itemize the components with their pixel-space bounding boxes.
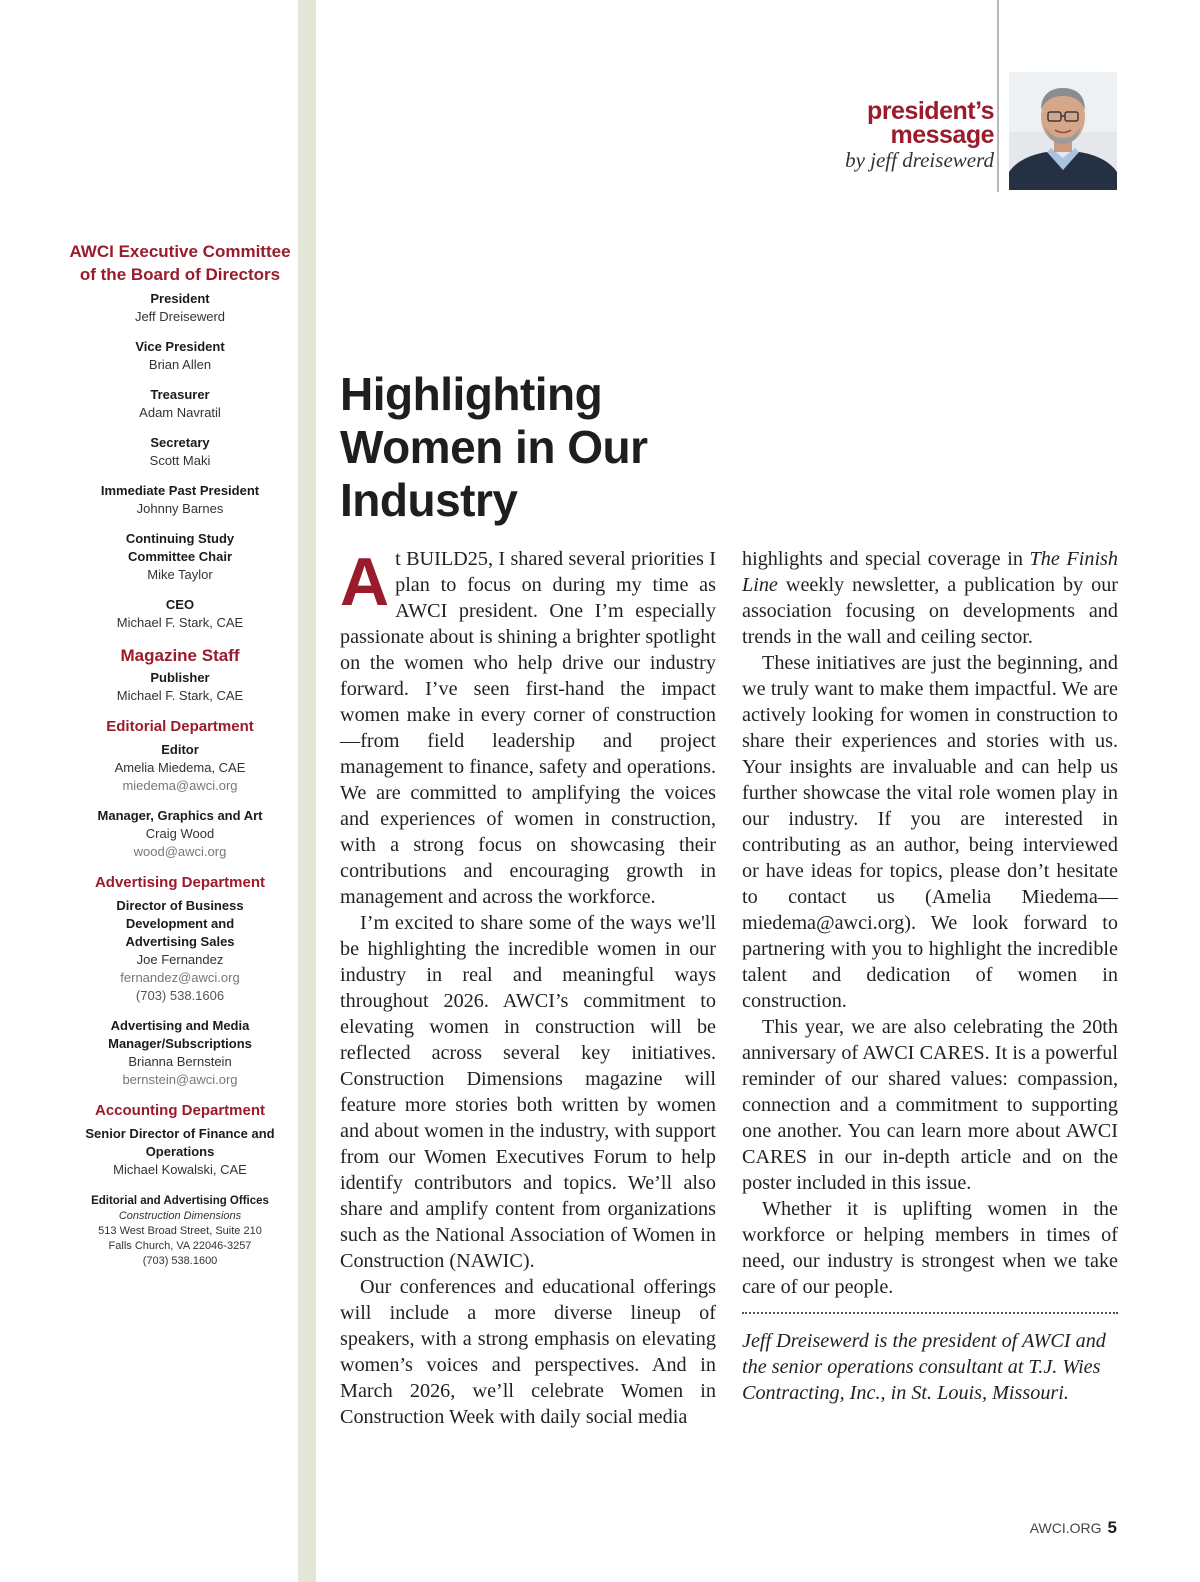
author-bio: Jeff Dreisewerd is the president of AWCI and the senior operations consultant at T.J. Wies Contracting, Inc., in St. Louis, Missouri. (742, 1330, 1106, 1404)
role-title: Secretary (150, 435, 210, 450)
email-address: fernandez@awci.org (120, 970, 240, 985)
office-phone: (703) 538.1600 (142, 1255, 218, 1267)
article-column-right (742, 546, 1118, 1406)
author-headshot (1009, 72, 1117, 190)
role-title: Vice President (135, 339, 225, 354)
headline-line: Women in Our (340, 421, 648, 473)
role-title: CEO (165, 597, 195, 612)
header-divider (997, 0, 999, 192)
advertising-department-heading: Advertising Department (94, 874, 266, 891)
email-address: miedema@awci.org (122, 778, 238, 793)
paragraph-text: highlights and special coverage in (742, 548, 1023, 570)
role-title: Editor (161, 742, 199, 757)
paragraph-text: weekly newsletter, a publication by our association focusing on developments and trends in the wall and ceiling sector. (742, 574, 1119, 648)
person-name: Scott Maki (149, 453, 211, 468)
person-name: Brianna Bernstein (128, 1054, 232, 1069)
masthead-sidebar (60, 240, 300, 1269)
author-photo-illustration (1009, 72, 1117, 190)
person-name: Brian Allen (148, 357, 212, 372)
person-name: Joe Fernandez (136, 952, 224, 967)
page-number: 5 (1107, 1518, 1117, 1537)
article-paragraph (742, 546, 1118, 650)
person-name: Amelia Miedema, CAE (114, 760, 246, 775)
role-title: Continuing Study Committee Chair (125, 531, 235, 564)
offices-title: Editorial and Advertising Offices (91, 1195, 269, 1207)
byline: by jeff dreisewerd (845, 148, 994, 172)
page-footer (1030, 1518, 1117, 1538)
person-name: Craig Wood (145, 826, 215, 841)
newsletter-title: The Finish Line (742, 548, 1119, 596)
role-title: Director of Business Development and Advertising Sales (116, 898, 244, 949)
masthead-entry (60, 807, 300, 861)
masthead-entry (60, 290, 300, 326)
editorial-department-heading: Editorial Department (106, 718, 254, 735)
masthead-entry (60, 669, 300, 705)
person-name: Michael F. Stark, CAE (116, 615, 244, 630)
article-paragraph: I’m excited to share some of the ways we'll be highlighting the incredible women in our industry in real and meaningful ways throughout 2026. AWCI’s commitment to elevating women in construction will be reflected across several key initiatives. Construction Dimensions magazine will feature more stories both written by women and about women in the industry, with support from our Women Executives Forum to help identify contributors and topics. We’ll also share and amplify content from organizations such as the National Association of Women in Construction (NAWIC). (340, 912, 716, 1272)
person-name: Adam Navratil (139, 405, 221, 420)
email-address: wood@awci.org (133, 844, 227, 859)
masthead-entry (60, 434, 300, 470)
masthead-entry (60, 897, 300, 1005)
role-title: Immediate Past President (100, 483, 260, 498)
website-url: AWCI.ORG (1029, 1520, 1102, 1536)
article-headline (340, 368, 740, 527)
column-header (845, 99, 994, 173)
role-title: Treasurer (150, 387, 210, 402)
masthead-entry (60, 741, 300, 795)
person-name: Jeff Dreisewerd (134, 309, 226, 324)
column-title: president’s (867, 97, 994, 125)
email-address: bernstein@awci.org (122, 1072, 238, 1087)
article-paragraph: This year, we are also celebrating the 20th anniversary of AWCI CARES. It is a powerful reminder of our shared values: compassion, connection and a commitment to supporting one another. You can learn more about AWCI CARES in our in-depth article and on the poster included in this issue. (742, 1016, 1118, 1194)
article-paragraph: Whether it is uplifting women in the workforce or helping members in times of need, our industry is strongest when we take care of our people. (742, 1198, 1118, 1298)
masthead-entry (60, 338, 300, 374)
masthead-entry (60, 530, 300, 584)
article-paragraph: These initiatives are just the beginning, and we truly want to make them impactful. We are actively looking for women in construction to share their experiences and stories with us. Your insights are invaluable and can help us further showcase the vital role women play in our industry. If you are interested in contributing as an author, being interviewed or have ideas for topics, please don’t hesitate to contact us (Amelia Miedema—miedema@awci.org). We look forward to partnering with you to highlight the incredible talent and dedication of women in construction. (742, 652, 1118, 1012)
article-paragraph: Our conferences and educational offerings will include a more diverse lineup of speakers, with a strong emphasis on elevating women’s voices and perspectives. And in March 2026, we’ll celebrate Women in Construction Week with daily social media (340, 1276, 716, 1428)
masthead-entry (60, 482, 300, 518)
dotted-divider (742, 1312, 1118, 1314)
office-address-line: 513 West Broad Street, Suite 210 (98, 1225, 262, 1237)
role-title: Manager, Graphics and Art (97, 808, 263, 823)
offices-block (60, 1193, 300, 1269)
magazine-staff-heading: Magazine Staff (120, 646, 240, 665)
drop-cap: A (340, 544, 390, 620)
role-title: Senior Director of Finance and Operations (85, 1126, 275, 1159)
role-title: Advertising and Media Manager/Subscriptions (108, 1018, 252, 1051)
paragraph-text: t BUILD25, I shared several priorities I plan to focus on during my time as AWCI president. One I’m especially passionate about is shining a brighter spotlight on the women who help drive our industry forward. I’ve seen first-hand the impact women make in every corner of construction—from field leadership and project management to finance, safety and operations. We are committed to amplifying the voices and experiences of women in construction, with a strong focus on showcasing their contributions and encouraging growth in management and across the workforce. (340, 548, 716, 908)
person-name: Johnny Barnes (136, 501, 224, 516)
article-column-left (340, 546, 716, 1430)
person-name: Mike Taylor (147, 567, 213, 582)
headline-line: Highlighting (340, 368, 603, 420)
role-title: President (150, 291, 210, 306)
phone-number: (703) 538.1606 (135, 988, 225, 1003)
publication-name: Construction Dimensions (118, 1210, 242, 1222)
masthead-entry (60, 1125, 300, 1179)
headline-line: Industry (340, 474, 518, 526)
role-title: Publisher (150, 670, 210, 685)
person-name: Michael F. Stark, CAE (116, 688, 244, 703)
executive-committee-heading: AWCI Executive Committee of the Board of Directors (69, 242, 291, 284)
masthead-entry (60, 1017, 300, 1089)
accounting-department-heading: Accounting Department (94, 1102, 265, 1119)
column-title: message (890, 121, 994, 149)
person-name: Michael Kowalski, CAE (113, 1162, 247, 1177)
masthead-entry (60, 386, 300, 422)
office-address-line: Falls Church, VA 22046-3257 (108, 1240, 252, 1252)
masthead-entry (60, 596, 300, 632)
article-paragraph (340, 546, 716, 910)
decorative-side-bar (298, 0, 316, 1582)
